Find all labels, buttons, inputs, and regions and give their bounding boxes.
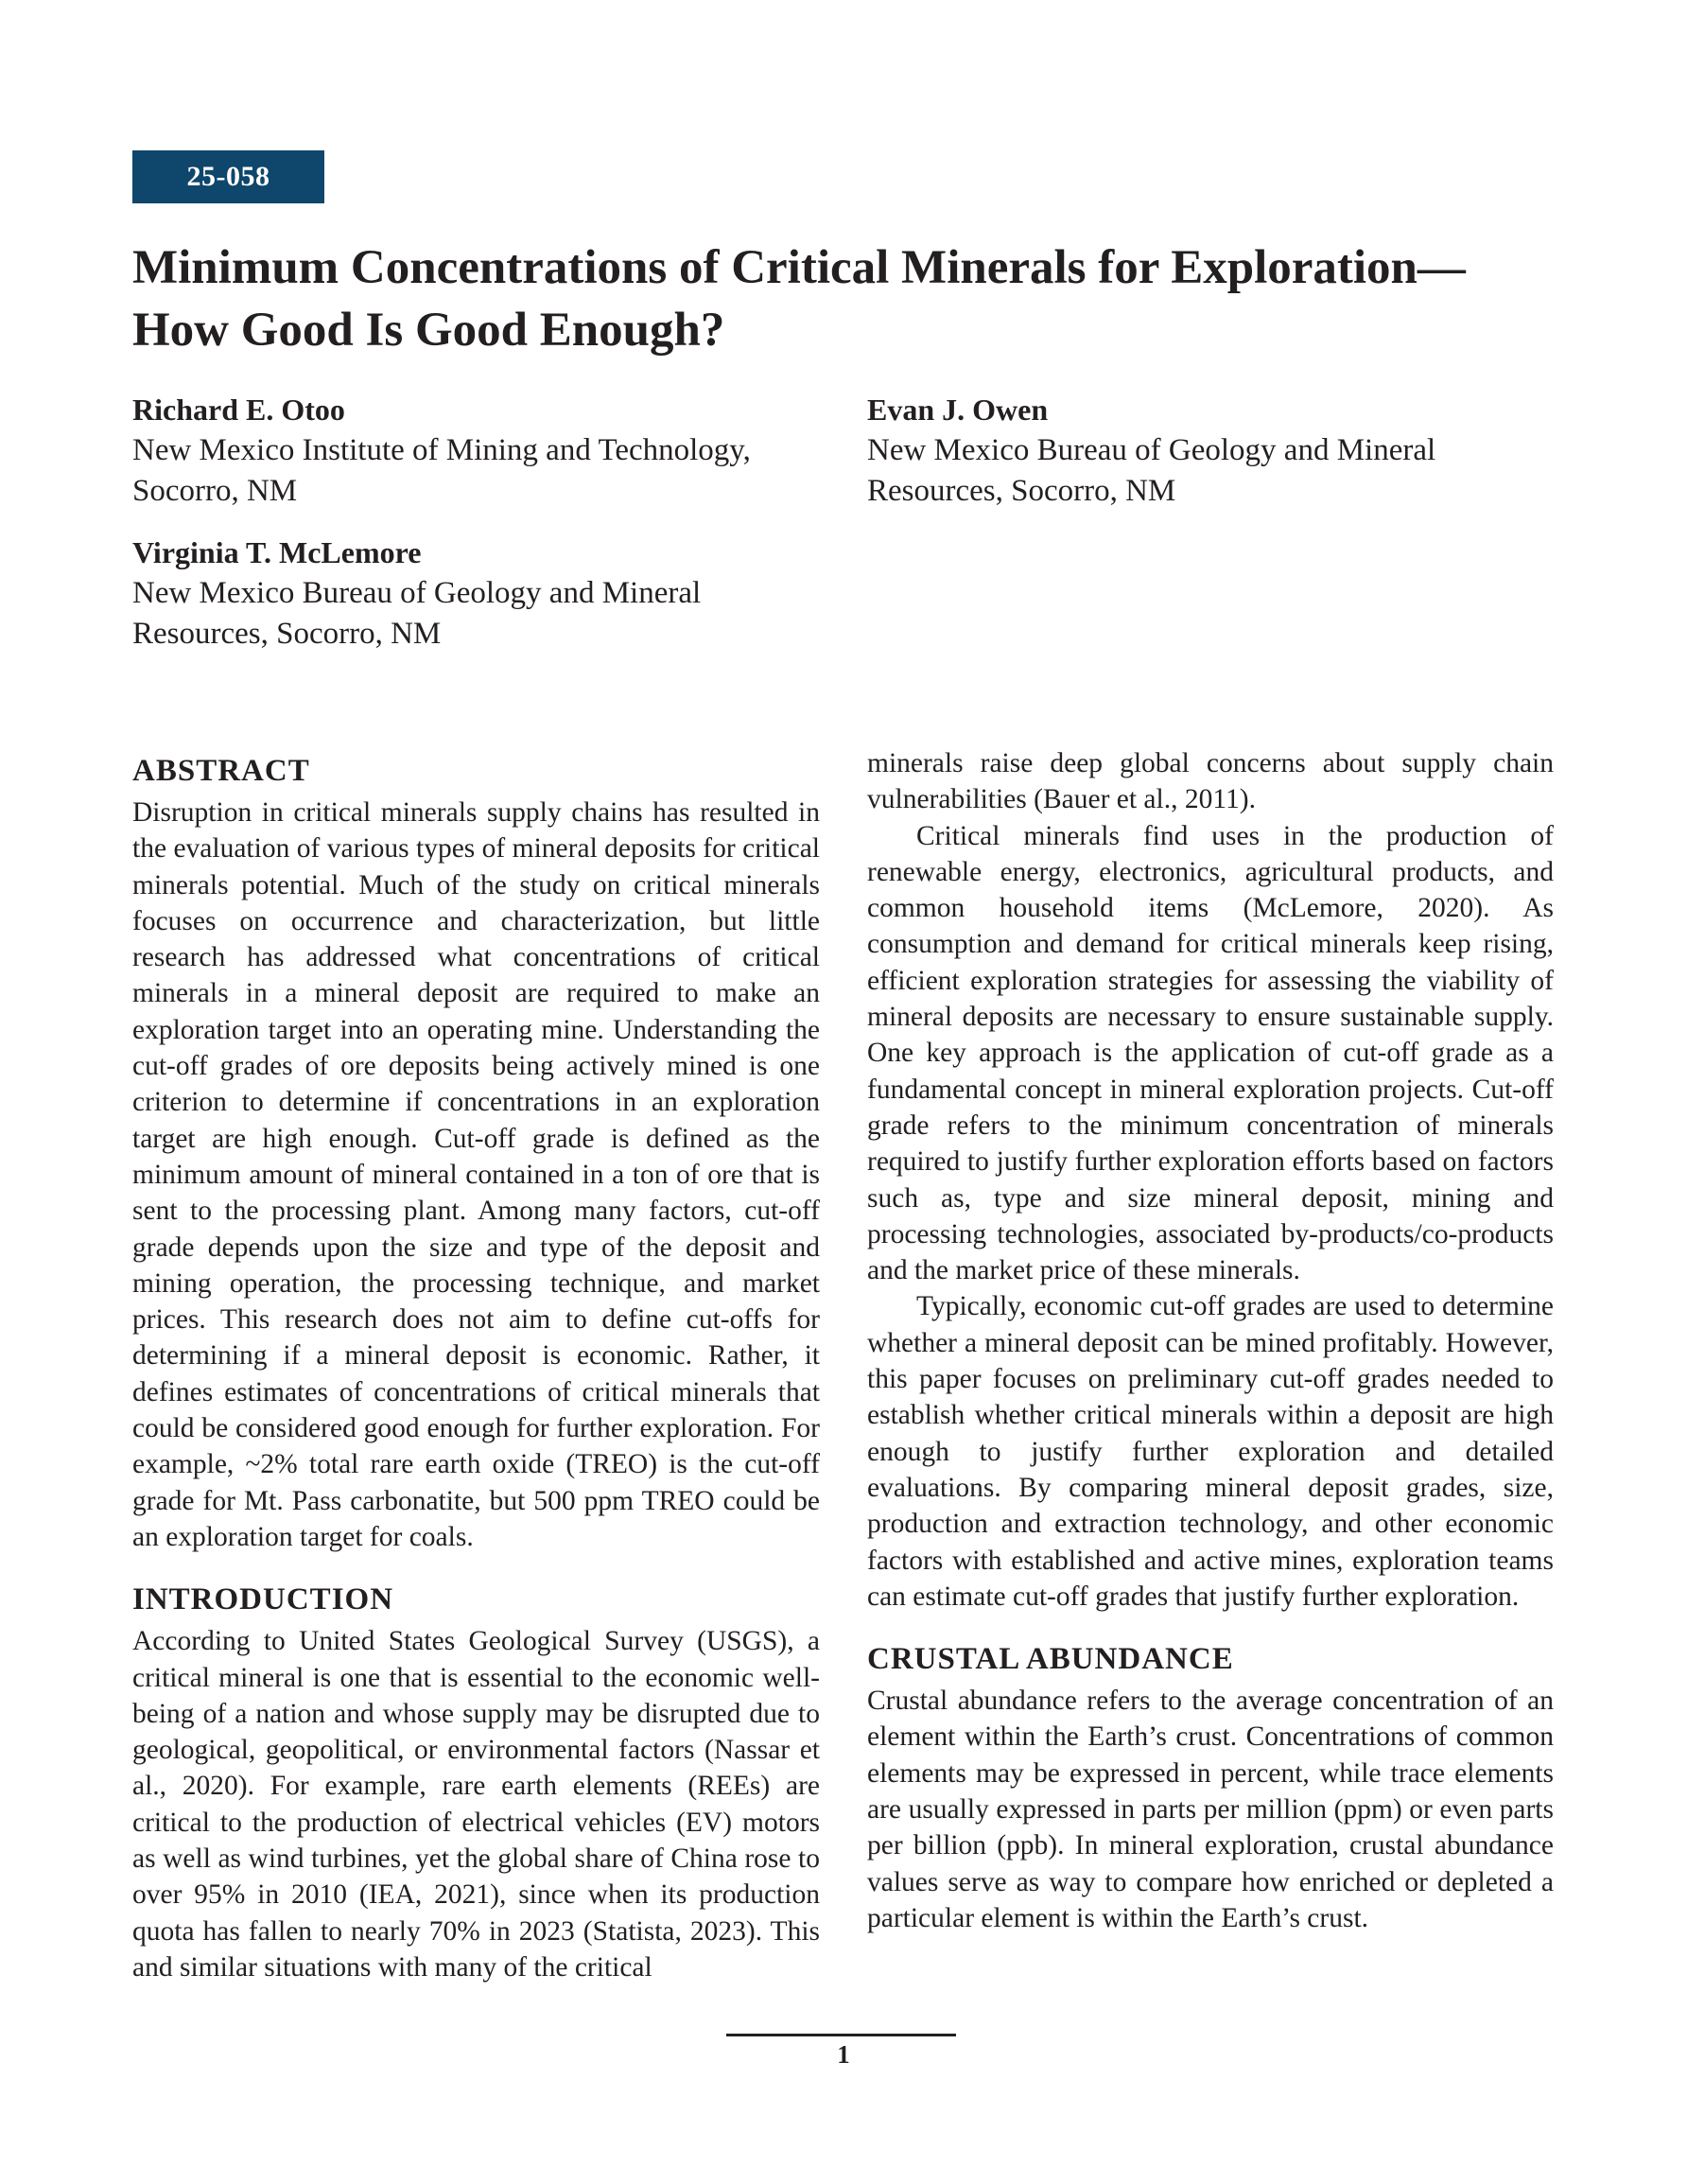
title-line-2: How Good Is Good Enough? — [132, 304, 725, 357]
author-affiliation: Resources, Socorro, NM — [867, 474, 1176, 508]
page-number: 1 — [837, 2040, 850, 2069]
author-block-mclemore — [132, 532, 813, 655]
left-column — [132, 747, 820, 1985]
crustal-abundance-text: Crustal abundance refers to the average concentration of an element within the Earth’s crust. Concentrations of common elements may be expressed in percent, while trace elements are usually expressed in parts per million (ppm) or even parts per billion (ppb). In mineral exploration, crustal abundance values serve as way to compare how enriched or depleted a particular element is within the Earth’s crust. — [867, 1686, 1554, 1933]
author-affiliation: New Mexico Bureau of Geology and Mineral — [132, 576, 702, 610]
author-block-otoo — [132, 389, 813, 512]
introduction-heading: INTRODUCTION — [132, 1582, 394, 1617]
crustal-abundance-heading: CRUSTAL ABUNDANCE — [867, 1642, 1234, 1677]
abstract-heading: ABSTRACT — [132, 754, 310, 788]
author-affiliation: New Mexico Institute of Mining and Technology, — [132, 433, 751, 467]
footer-rule — [726, 2034, 956, 2036]
introduction-paragraph-1: According to United States Geological Survey (USGS), a critical mineral is one that is essential to the economic well-being of a nation and whose supply may be disrupted due to geological, geopolitical, or environmental factors (Nassar et al., 2020). For example, rare earth elements (REEs) are critical to the production of electrical vehicles (EV) motors as well as wind turbines, yet the global share of China rose to over 95% in 2010 (IEA, 2021), since when its production quota has fallen to nearly 70% in 2023 (Statista, 2023). This and similar situations with many of the critical — [132, 1626, 820, 1983]
introduction-paragraph-2: Critical minerals find uses in the production of renewable energy, electronics, agricultural products, and common household items (McLemore, 2020). As consumption and demand for critical minerals keep rising, efficient exploration strategies for assessing the viability of mineral deposits are necessary to ensure sustainable supply. One key approach is the application of cut-off grade as a fundamental concept in mineral exploration projects. Cut-off grade refers to the minimum concentration of minerals required to justify further exploration efforts based on factors such as, type and size mineral deposit, mining and processing technologies, associated by-products/co-products and the market price of these minerals. — [867, 820, 1554, 1286]
abstract-text: Disruption in critical minerals supply chains has resulted in the evaluation of various types of mineral deposits for critical minerals potential. Much of the study on critical minerals focuses on occurrence and characterization, but little research has addressed what concentrations of critical minerals in a mineral deposit are required to make an exploration target into an operating mine. Understanding the cut-off grades of ore deposits being actively mined is one criterion to determine if concentrations in an exploration target are high enough. Cut-off grade is defined as the minimum amount of mineral contained in a ton of ore that is sent to the processing plant. Among many factors, cut-off grade depends upon the size and type of the deposit and mining operation, the processing technique, and market prices. This research does not aim to define cut-offs for determining if a mineral deposit is economic. Rather, it defines estimates of concentrations of critical minerals that could be considered good enough for further exploration. For example, ~2% total rare earth oxide (TREO) is the cut-off grade for Mt. Pass carbonatite, but 500 ppm TREO could be an exploration target for coals. — [132, 797, 820, 1552]
introduction-paragraph-1-continued: minerals raise deep global concerns about supply chain vulnerabilities (Bauer et al., 2011). — [867, 748, 1554, 815]
author-name: Evan J. Owen — [867, 393, 1049, 427]
report-number-badge: 25-058 — [132, 150, 324, 203]
author-name: Richard E. Otoo — [132, 393, 345, 427]
title-line-1: Minimum Concentrations of Critical Minerals for Exploration— — [132, 241, 1466, 294]
author-block-owen — [867, 389, 1548, 512]
author-name: Virginia T. McLemore — [132, 535, 422, 569]
paper-title — [132, 236, 1551, 361]
author-affiliation: Resources, Socorro, NM — [132, 617, 442, 651]
author-affiliation: New Mexico Bureau of Geology and Mineral — [867, 433, 1436, 467]
right-column — [867, 745, 1554, 1936]
introduction-paragraph-3: Typically, economic cut-off grades are used to determine whether a mineral deposit can be mined profitably. However, this paper focuses on preliminary cut-off grades needed to establish whether critical minerals within a deposit are high enough to justify further exploration and detailed evaluations. By comparing mineral deposit grades, size, production and extraction technology, and other economic factors with established and active mines, exploration teams can estimate cut-off grades that justify further exploration. — [867, 1291, 1554, 1612]
author-affiliation: Socorro, NM — [132, 474, 298, 508]
